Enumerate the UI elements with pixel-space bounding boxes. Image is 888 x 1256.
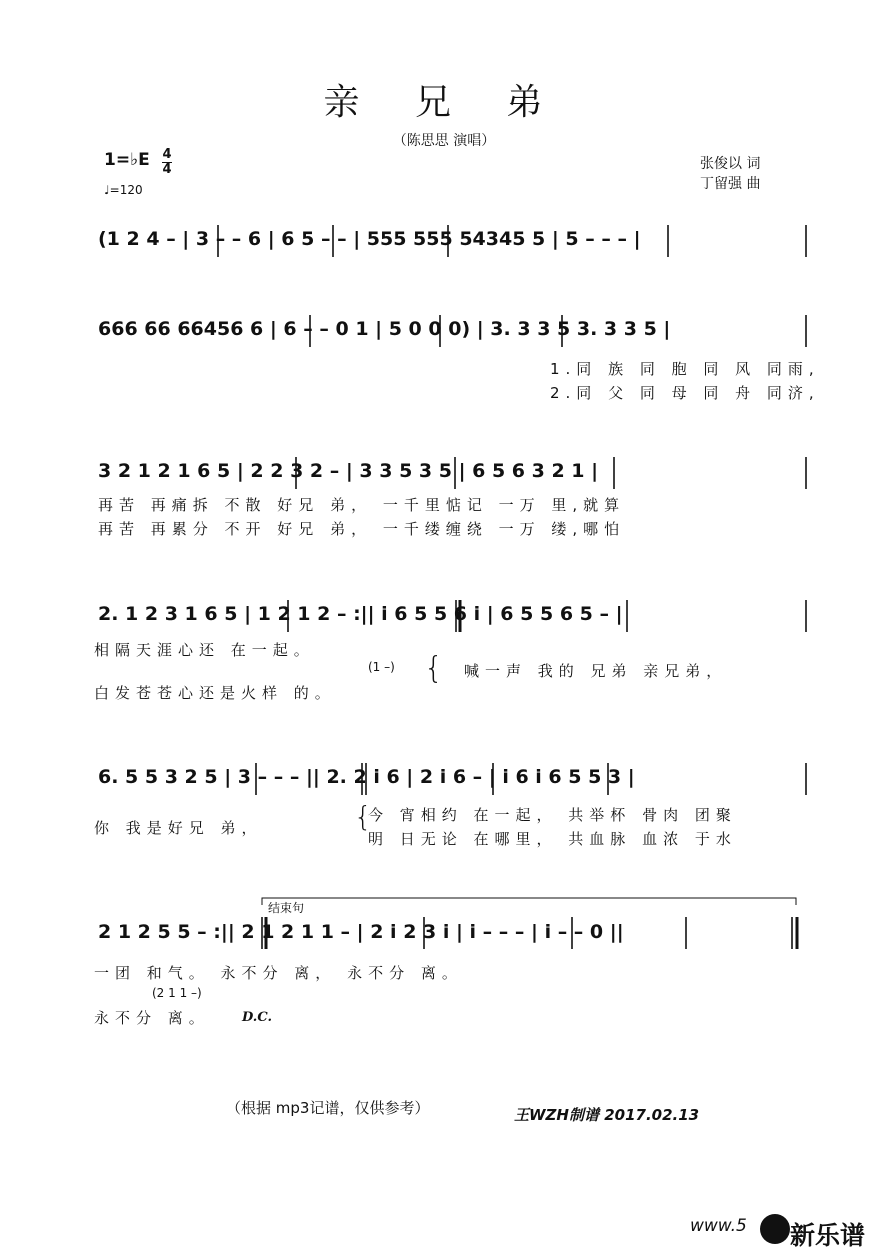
composer-credit: 丁留强 曲: [700, 176, 761, 192]
watermark-url: www.5: [690, 1216, 747, 1236]
score-row-2: 666 66 66456 6 | 6 – – 0 1 | 5 0 0 0) | 3. 3 3 5 3. 3 3 5 |: [98, 318, 671, 340]
singer-credit: （陈思思 演唱）: [392, 133, 496, 149]
key-signature: 1=♭E: [104, 150, 150, 170]
chorus-lyrics: 喊一声 我的 兄弟 亲兄弟，: [464, 662, 728, 680]
alt-ending-note-2: (2 1 1 –): [152, 986, 202, 1000]
da-capo-mark: D.C.: [242, 1010, 272, 1025]
lyrics-row-5-part-a: 今 宵相约 在一起， 共举杯 骨肉 团聚: [368, 806, 737, 824]
verse-brace: {: [354, 800, 372, 833]
site-brand: 新乐谱: [790, 1221, 866, 1250]
time-sig-top: 4: [162, 147, 172, 162]
tempo-mark: ♩=120: [104, 183, 143, 197]
lyrics-row-6-verse-1: 一团 和气。 永不分 离， 永不分 离。: [94, 964, 463, 982]
chorus-brace: {: [424, 651, 444, 686]
site-logo-icon: [760, 1214, 790, 1244]
time-sig-bottom: 4: [162, 162, 172, 177]
lyrics-row-4-verse-2: 白发苍苍心还是火样 的。: [94, 684, 336, 702]
alt-ending-note: (1 –): [368, 660, 395, 674]
lyrics-row-2-verse-2: 2.同 父 同 母 同 舟 同济,: [550, 384, 820, 402]
lyricist-credit: 张俊以 词: [700, 156, 761, 172]
lyrics-row-2-verse-1: 1.同 族 同 胞 同 风 同雨,: [550, 360, 820, 378]
score-row-4: 2. 1 2 3 1 6 5 | 1 2 1 2 – :|| i 6 5 5 6 i | 6 5 5 6 5 – |: [98, 603, 623, 625]
lyrics-row-4-verse-1: 相隔天涯心还 在一起。: [94, 641, 315, 659]
lyrics-row-5-part-b: 明 日无论 在哪里， 共血脉 血浓 于水: [368, 830, 737, 848]
score-row-5: 6. 5 5 3 2 5 | 3 – – – || 2. 2 i 6 | 2 i 6 – | i 6 i 6 5 5 3 |: [98, 766, 635, 788]
lyrics-row-3-verse-1: 再苦 再痛拆 不散 好兄 弟， 一千里惦记 一万 里,就算: [98, 496, 626, 514]
score-row-6: 2 1 2 5 5 – :|| 2 1 2 1 1 – | 2 i 2 3 i | i – – – | i – – 0 ||: [98, 921, 624, 943]
lyrics-row-3-verse-2: 再苦 再累分 不开 好兄 弟， 一千缕缠绕 一万 缕,哪怕: [98, 520, 626, 538]
transcription-note: （根据 mp3记谱，仅供参考）: [226, 1099, 430, 1117]
ending-label: 结束句: [268, 901, 305, 915]
transcriber-credit: 王WZH制谱 2017.02.13: [514, 1106, 700, 1124]
score-row-3: 3 2 1 2 1 6 5 | 2 2 3 2 – | 3 3 5 3 5 | 6 5 6 3 2 1 |: [98, 460, 599, 482]
song-title: 亲 兄 弟: [323, 82, 565, 123]
lyrics-row-5: 你 我是好兄 弟，: [94, 819, 263, 837]
score-row-1: (1 2 4 – | 3 – – 6 | 6 5 – – | 555 555 54345 5 | 5 – – – |: [98, 228, 641, 250]
lyrics-row-6-verse-2: 永不分 离。: [94, 1009, 210, 1027]
